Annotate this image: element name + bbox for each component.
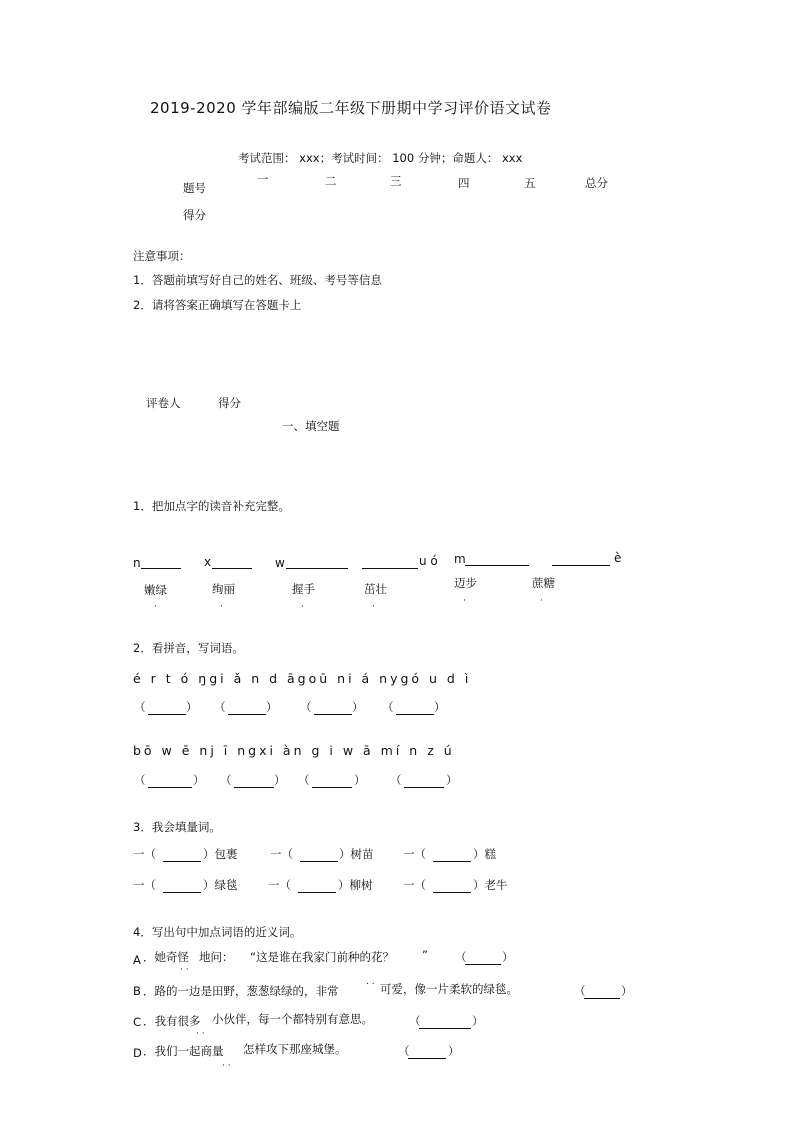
measure-item: ）包裹: [203, 847, 238, 861]
word: 握手: [292, 582, 315, 596]
paren-close: ）: [621, 984, 633, 998]
paren-open: （: [409, 1014, 421, 1028]
answer-blank[interactable]: [228, 714, 266, 715]
answer-blank[interactable]: [433, 892, 471, 893]
score-table-row-label: 题号: [183, 181, 206, 195]
answer-blank[interactable]: [286, 568, 348, 569]
measure-prefix: 一（: [268, 878, 291, 892]
question-prompt: 1．把加点字的读音补充完整。: [133, 499, 290, 513]
emphasis-dot: ·: [372, 602, 375, 612]
score-label: 得分: [218, 396, 241, 410]
sentence-part: ．我们一起商量: [143, 1044, 224, 1058]
emphasis-dot: . .: [366, 977, 375, 987]
sentence-part: 可爱，像一片柔软的绿毯。: [380, 982, 518, 996]
measure-prefix: 一（: [403, 847, 426, 861]
item-label: C: [133, 1015, 142, 1029]
notes-item: 1．答题前填写好自己的姓名、班级、考号等信息: [133, 273, 382, 287]
emphasis-dot: ·: [463, 596, 466, 606]
answer-blank[interactable]: [312, 787, 352, 788]
paren-open: （: [390, 773, 402, 787]
answer-blank[interactable]: [298, 892, 336, 893]
paren-close: ）: [352, 700, 364, 714]
notes-heading: 注意事项：: [133, 249, 191, 263]
answer-blank[interactable]: [163, 861, 201, 862]
answer-blank[interactable]: [396, 714, 434, 715]
answer-blank[interactable]: [465, 964, 501, 965]
emphasis-dot: ·: [301, 602, 304, 612]
measure-prefix: 一（: [133, 847, 156, 861]
pinyin-row: bō w ē nj ī ngxi àn g i w ā mí n z ú: [133, 743, 455, 758]
word: 迈步: [454, 576, 477, 590]
section-title: 一、填空题: [282, 419, 340, 433]
pinyin-row: é r t ó ŋgi ǎ n d āgoū ni á nygó u d ì: [133, 671, 472, 686]
answer-blank[interactable]: [163, 892, 201, 893]
sentence-part: 怎样攻下那座城堡。: [243, 1042, 347, 1056]
word: 绚丽: [212, 582, 235, 596]
answer-blank[interactable]: [148, 714, 186, 715]
question-prompt: 4．写出句中加点词语的近义词。: [133, 925, 302, 939]
answer-blank[interactable]: [552, 565, 610, 566]
answer-blank[interactable]: [141, 568, 181, 569]
paren-open: （: [382, 700, 394, 714]
measure-item: ）糕: [473, 847, 496, 861]
answer-blank[interactable]: [362, 568, 418, 569]
answer-blank[interactable]: [433, 861, 471, 862]
score-table-col: 五: [524, 176, 536, 190]
answer-blank[interactable]: [465, 565, 529, 566]
sentence-part: ”: [422, 948, 428, 962]
reviewer-label: 评卷人: [146, 396, 181, 410]
paren-open: （: [398, 1044, 410, 1058]
measure-prefix: 一（: [270, 847, 293, 861]
word: 嫩绿: [144, 583, 167, 597]
sentence-part: ．路的一边是田野，葱葱绿绿的，非常: [143, 984, 339, 998]
score-table-col: 二: [325, 174, 337, 188]
sentence-part: 地问：: [199, 950, 234, 964]
answer-blank[interactable]: [419, 1028, 471, 1029]
paren-close: ）: [186, 700, 198, 714]
paren-close: ）: [274, 773, 286, 787]
answer-blank[interactable]: [234, 787, 274, 788]
score-table-col: 总分: [585, 176, 608, 190]
pinyin-prefix: u ó: [419, 554, 438, 568]
answer-blank[interactable]: [408, 1058, 446, 1059]
answer-blank[interactable]: [404, 787, 444, 788]
emphasis-dot: ·: [540, 596, 543, 606]
word: 茁壮: [364, 582, 387, 596]
item-label: A: [133, 953, 141, 967]
sentence-part: “这是谁在我家门前种的花？: [250, 950, 394, 964]
measure-item: ）柳树: [338, 878, 373, 892]
answer-blank[interactable]: [314, 714, 352, 715]
paren-open: （: [300, 700, 312, 714]
answer-blank[interactable]: [584, 998, 620, 999]
question-prompt: 3．我会填量词。: [133, 820, 221, 834]
paren-open: （: [214, 700, 226, 714]
sentence-part: ．她奇怪: [143, 950, 189, 964]
answer-blank[interactable]: [300, 861, 338, 862]
paren-close: ）: [446, 773, 458, 787]
emphasis-dot: · ·: [222, 1061, 231, 1071]
word: 蔗糖: [532, 576, 555, 590]
paren-open: （: [220, 773, 232, 787]
measure-item: ）老牛: [473, 878, 508, 892]
item-label: B: [133, 984, 141, 998]
paren-close: ）: [448, 1044, 460, 1058]
answer-blank[interactable]: [148, 787, 192, 788]
score-table-col: 四: [458, 176, 470, 190]
paren-close: ）: [472, 1014, 484, 1028]
pinyin-prefix: w: [275, 556, 285, 570]
paren-close: ）: [502, 950, 514, 964]
paren-open: （: [574, 984, 586, 998]
pinyin-prefix: m: [454, 552, 466, 566]
emphasis-dot: ·: [220, 602, 223, 612]
paren-open: （: [298, 773, 310, 787]
measure-prefix: 一（: [403, 878, 426, 892]
emphasis-dot: · ·: [180, 965, 189, 975]
measure-prefix: 一（: [133, 878, 156, 892]
pinyin-prefix: n: [133, 556, 141, 570]
question-prompt: 2．看拼音，写词语。: [133, 641, 244, 655]
pinyin-prefix: x: [204, 555, 212, 569]
sentence-part: 小伙伴，每一个都特别有意思。: [212, 1012, 373, 1026]
notes-item: 2．请将答案正确填写在答题卡上: [133, 298, 302, 312]
paren-close: ）: [434, 700, 446, 714]
paren-open: （: [134, 700, 146, 714]
page-title: 2019-2020 学年部编版二年级下册期中学习评价语文试卷: [150, 99, 552, 117]
sentence-part: ．我有很多: [143, 1014, 201, 1028]
paren-close: ）: [193, 773, 205, 787]
measure-item: ）树苗: [339, 847, 374, 861]
paren-open: （: [455, 950, 467, 964]
score-table-col: 三: [390, 174, 402, 188]
paren-open: （: [134, 773, 146, 787]
emphasis-dot: ·: [154, 602, 157, 612]
answer-blank[interactable]: [212, 568, 252, 569]
item-label: D: [133, 1046, 142, 1060]
paren-close: ）: [266, 700, 278, 714]
score-table-row-label: 得分: [183, 208, 206, 222]
exam-info: 考试范围： xxx；考试时间： 100 分钟；命题人： xxx: [238, 151, 523, 165]
measure-item: ）绿毯: [203, 878, 238, 892]
score-table-col: 一: [257, 172, 269, 186]
emphasis-dot: · ·: [196, 1029, 205, 1039]
paren-close: ）: [354, 773, 366, 787]
pinyin-prefix: è: [614, 551, 622, 565]
